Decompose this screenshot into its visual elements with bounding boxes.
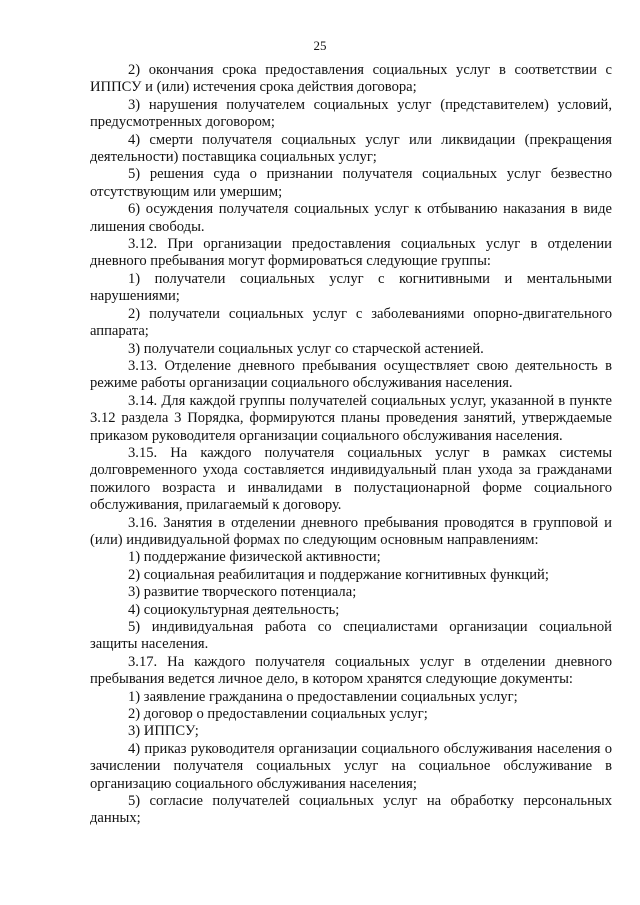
paragraph: 3) получатели социальных услуг со старческой астенией.: [128, 340, 484, 357]
paragraph: 1) поддержание физической активности;: [128, 549, 381, 566]
paragraph: 3) нарушения получателем социальных услуг (представителем) условий, предусмотренных договором;: [90, 96, 612, 131]
paragraph: 1) получатели социальных услуг с когнитивными и ментальными нарушениями;: [90, 270, 612, 305]
paragraph: 3) развитие творческого потенциала;: [128, 584, 357, 601]
page-number: 25: [313, 38, 327, 53]
paragraph: 2) получатели социальных услуг с заболеваниями опорно-двигательного аппарата;: [90, 305, 612, 340]
paragraph: 5) решения суда о признании получателя социальных услуг безвестно отсутствующим или умершим;: [90, 166, 612, 200]
paragraph: 1) заявление гражданина о предоставлении социальных услуг;: [128, 688, 518, 705]
paragraph: 3.15. На каждого получателя социальных услуг в рамках системы долговременного ухода составляется индивидуальный план ухода за гражданами пожилого возраста и инвалидами в полустационарной форме социального обслуживания, прилагаемый к договору.: [90, 444, 612, 514]
paragraph: 4) социокультурная деятельность;: [128, 601, 340, 618]
paragraph: 6) осуждения получателя социальных услуг к отбыванию наказания в виде лишения свободы.: [90, 201, 612, 235]
paragraph: 2) окончания срока предоставления социальных услуг в соответствии с ИППСУ и (или) истечения срока действия договора;: [90, 62, 612, 96]
paragraph: 2) социальная реабилитация и поддержание когнитивных функций;: [128, 566, 549, 583]
paragraph: 4) смерти получателя социальных услуг или ликвидации (прекращения деятельности) поставщика социальных услуг;: [90, 131, 612, 166]
paragraph: 2) договор о предоставлении социальных услуг;: [128, 706, 428, 723]
paragraph: 3.17. На каждого получателя социальных услуг в отделении дневного пребывания ведется личное дело, в котором хранятся следующие документы:: [90, 653, 612, 688]
paragraph: 3.12. При организации предоставления социальных услуг в отделении дневного пребывания могут формироваться следующие группы:: [90, 236, 612, 270]
document-body: [90, 62, 612, 828]
paragraph: 4) приказ руководителя организации социального обслуживания населения о зачислении получателя социальных услуг на социальное обслуживание в организацию социального обслуживания населения;: [90, 740, 612, 792]
paragraph: 5) согласие получателей социальных услуг на обработку персональных данных;: [90, 793, 612, 827]
paragraph: 3.14. Для каждой группы получателей социальных услуг, указанной в пункте 3.12 раздела 3 Порядка, формируются планы проведения занятий, утверждаемые приказом руководителя организации социального обслуживания населения.: [90, 392, 612, 444]
paragraph: 3.13. Отделение дневного пребывания осуществляет свою деятельность в режиме работы организации социального обслуживания населения.: [90, 357, 612, 392]
paragraph: 5) индивидуальная работа со специалистами организации социальной защиты населения.: [90, 619, 612, 653]
paragraph: 3.16. Занятия в отделении дневного пребывания проводятся в групповой и (или) индивидуальной формах по следующим основным направлениям:: [90, 514, 612, 548]
paragraph: 3) ИППСУ;: [128, 723, 199, 740]
